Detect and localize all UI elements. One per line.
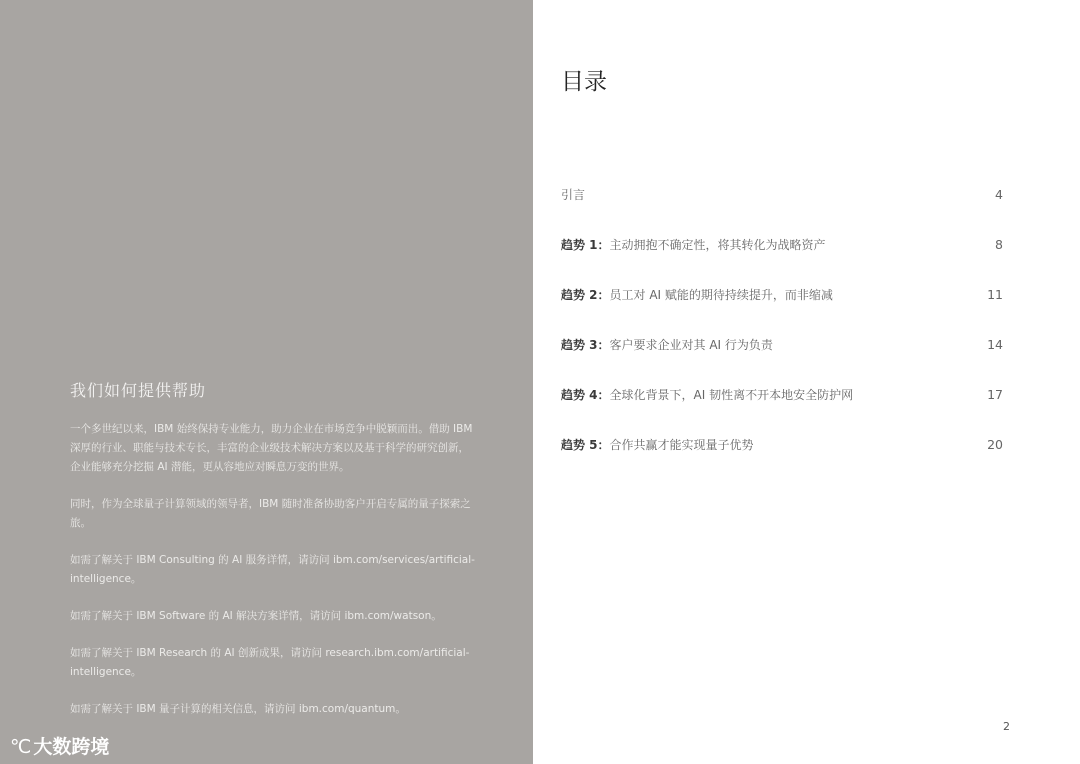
page-number: 2: [1003, 720, 1010, 733]
toc-trend-label: 趋势 3：: [561, 337, 610, 352]
toc-entry-text: 主动拥抱不确定性，将其转化为战略资产: [609, 237, 826, 252]
toc-entry-text: 客户要求企业对其 AI 行为负责: [609, 337, 773, 352]
toc-entry: [561, 386, 853, 403]
toc-item-trend-5[interactable]: [561, 419, 1003, 469]
right-panel: [533, 0, 1080, 764]
help-paragraph-intro: 一个多世纪以来，IBM 始终保持专业能力，助力企业在市场竞争中脱颖而出。借助 IBM 深厚的行业、职能与技术专长，丰富的企业级技术解决方案以及基于科学的研究创新，企业能够充分挖掘 AI 潜能，更从容地应对瞬息万变的世界。: [70, 423, 473, 473]
toc-page-number: 8: [995, 236, 1003, 252]
toc-page-number: 11: [987, 286, 1003, 302]
toc-entry: [561, 186, 585, 203]
toc-trend-label: 趋势 5：: [561, 437, 610, 452]
help-link-software[interactable]: 如需了解关于 IBM Software 的 AI 解决方案详情，请访问 ibm.com/watson。: [70, 610, 442, 622]
toc-item-intro[interactable]: [561, 169, 1003, 219]
watermark-text: 大数跨境: [33, 736, 110, 758]
toc-list: [561, 169, 1003, 469]
toc-trend-label: 趋势 1：: [561, 237, 610, 252]
watermark-icon: ℃: [10, 736, 32, 758]
toc-entry: [561, 436, 754, 453]
toc-trend-label: 趋势 4：: [561, 387, 610, 402]
toc-item-trend-3[interactable]: [561, 319, 1003, 369]
toc-entry: [561, 236, 826, 253]
help-link-research[interactable]: 如需了解关于 IBM Research 的 AI 创新成果，请访问 research.ibm.com/artificial-intelligence。: [70, 647, 470, 678]
left-panel: [0, 0, 533, 764]
toc-entry-text: 合作共赢才能实现量子优势: [609, 437, 754, 452]
toc-trend-label: 趋势 2：: [561, 287, 610, 302]
help-heading: 我们如何提供帮助: [70, 381, 207, 400]
toc-page-number: 14: [987, 336, 1003, 352]
toc-item-trend-1[interactable]: [561, 219, 1003, 269]
toc-item-trend-4[interactable]: [561, 369, 1003, 419]
help-paragraph-quantum: 同时，作为全球量子计算领域的领导者，IBM 随时准备协助客户开启专属的量子探索之旅。: [70, 498, 471, 529]
toc-entry: [561, 286, 833, 303]
help-body: [70, 420, 475, 737]
toc-page-number: 4: [995, 186, 1003, 202]
toc-entry-text: 员工对 AI 赋能的期待持续提升，而非缩减: [609, 287, 833, 302]
watermark-logo: [10, 732, 109, 759]
toc-entry: [561, 336, 773, 353]
toc-entry-text: 引言: [561, 187, 586, 202]
toc-page-number: 17: [987, 386, 1003, 402]
help-link-quantum[interactable]: 如需了解关于 IBM 量子计算的相关信息，请访问 ibm.com/quantum。: [70, 703, 406, 715]
toc-item-trend-2[interactable]: [561, 269, 1003, 319]
help-link-consulting[interactable]: 如需了解关于 IBM Consulting 的 AI 服务详情，请访问 ibm.com/services/artificial-intelligence。: [70, 554, 475, 585]
toc-page-number: 20: [987, 436, 1003, 452]
toc-title: 目录: [561, 69, 607, 95]
toc-entry-text: 全球化背景下，AI 韧性离不开本地安全防护网: [609, 387, 854, 402]
